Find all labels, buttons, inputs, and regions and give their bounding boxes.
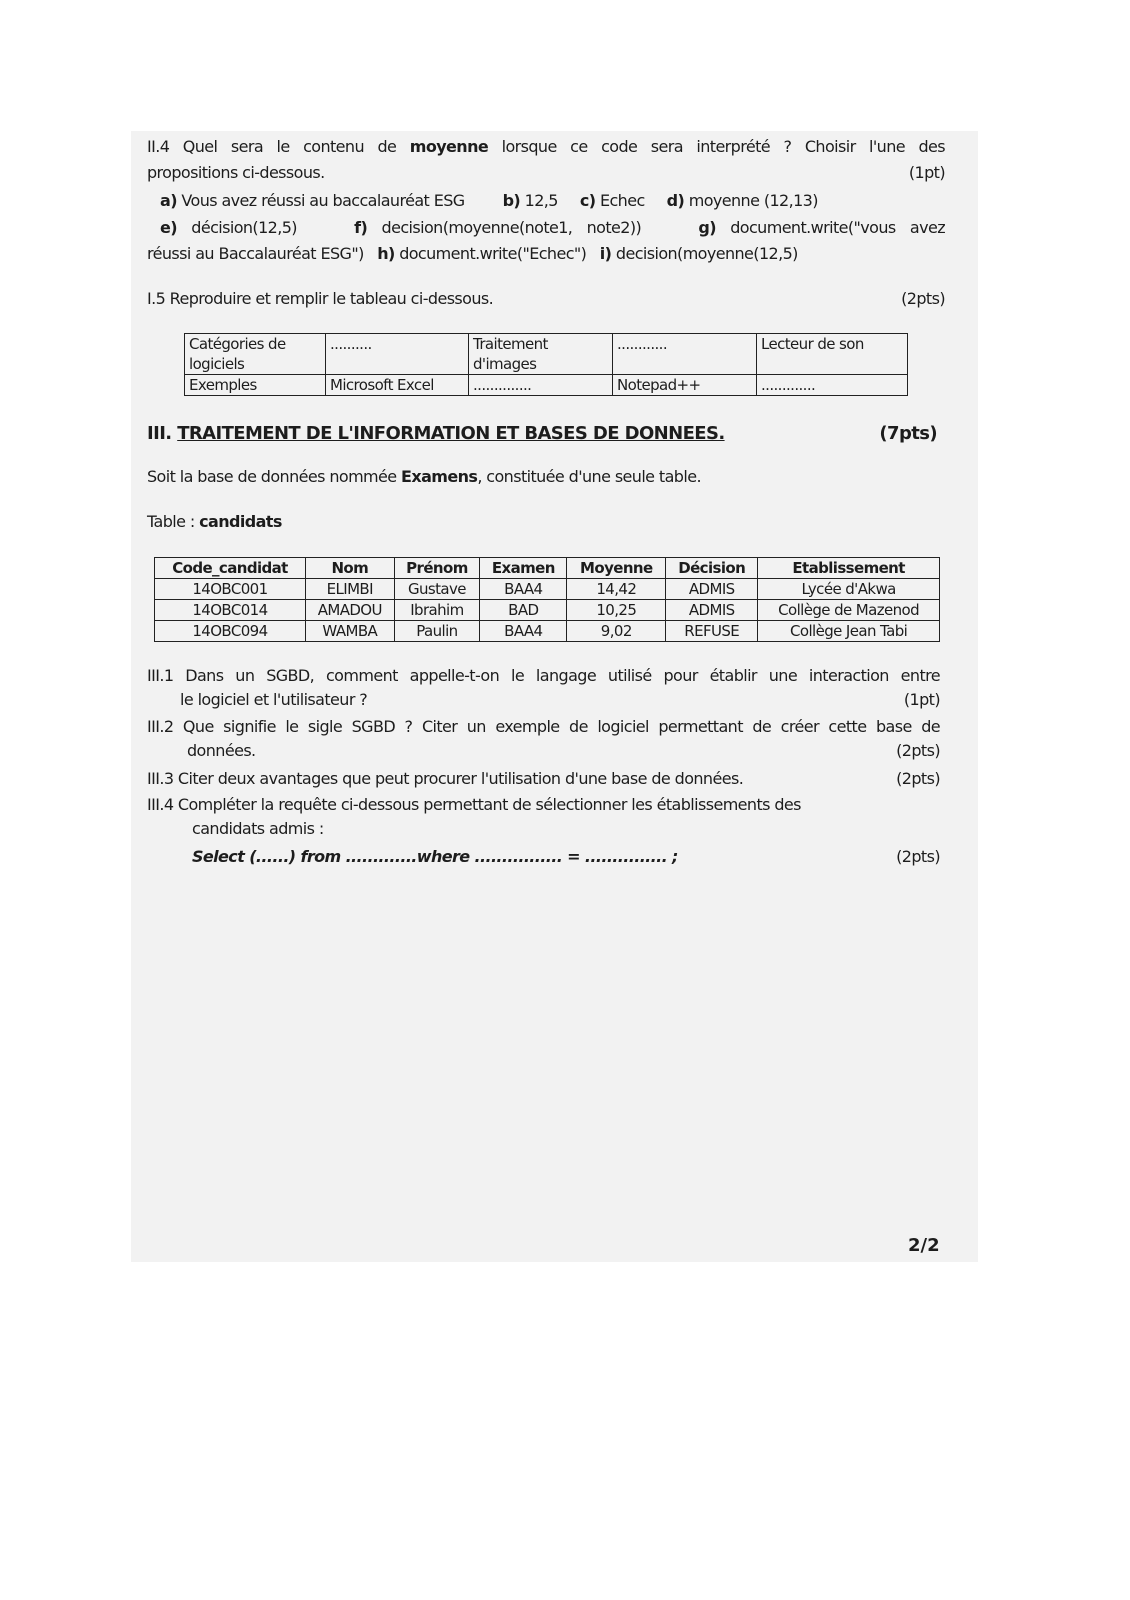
candidats-table bbox=[154, 557, 940, 642]
table-cell: Gustave bbox=[394, 579, 480, 600]
table-cell: .......... bbox=[326, 334, 469, 375]
table-cell: AMADOU bbox=[305, 600, 394, 621]
table-cell: Lycée d'Akwa bbox=[758, 579, 940, 600]
question-3-4-line1: III.4 Compléter la requête ci-dessous permettant de sélectionner les établissements des bbox=[147, 795, 801, 814]
table-cell: BAA4 bbox=[480, 579, 567, 600]
table-cell: ............. bbox=[757, 375, 908, 396]
options-line3: réussi au Baccalauréat ESG") h) document.write("Echec") i) decision(moyenne(12,5) bbox=[147, 244, 798, 263]
table-row bbox=[155, 621, 940, 642]
table-cell: Exemples bbox=[185, 375, 326, 396]
table-cell: Collège Jean Tabi bbox=[758, 621, 940, 642]
table-cell: 14OBC001 bbox=[155, 579, 306, 600]
table-row bbox=[185, 375, 908, 396]
column-header: Examen bbox=[480, 558, 567, 579]
column-header: Prénom bbox=[394, 558, 480, 579]
table-cell: 14OBC094 bbox=[155, 621, 306, 642]
table-cell: Lecteur de son bbox=[757, 334, 908, 375]
options-line1: a) Vous avez réussi au baccalauréat ESG b) 12,5 c) Echec d) moyenne (12,13) bbox=[160, 191, 818, 210]
question-3-4-line2: candidats admis : bbox=[192, 819, 324, 838]
table-cell: ............ bbox=[613, 334, 757, 375]
column-header: Décision bbox=[666, 558, 758, 579]
page-number: 2/2 bbox=[908, 1235, 940, 1256]
question-3-3: III.3 Citer deux avantages que peut procurer l'utilisation d'une base de données. (2pts) bbox=[147, 769, 940, 788]
table-row bbox=[155, 579, 940, 600]
column-header: Nom bbox=[305, 558, 394, 579]
table-cell: Collège de Mazenod bbox=[758, 600, 940, 621]
table-cell: ADMIS bbox=[666, 600, 758, 621]
question-3-2-line2: données. (2pts) bbox=[187, 741, 940, 760]
table-cell: Paulin bbox=[394, 621, 480, 642]
table-label: Table : candidats bbox=[147, 512, 282, 531]
question-3-1-line1: III.1 Dans un SGBD, comment appelle-t-on le langage utilisé pour établir une interaction entre bbox=[147, 666, 940, 685]
question-2-4-line2: propositions ci-dessous. (1pt) bbox=[147, 163, 945, 182]
table-row bbox=[155, 600, 940, 621]
question-1-5: I.5 Reproduire et remplir le tableau ci-dessous. (2pts) bbox=[147, 289, 945, 308]
points: (1pt) bbox=[908, 163, 945, 182]
table-cell: 14,42 bbox=[567, 579, 666, 600]
section-3-heading: III. TRAITEMENT DE L'INFORMATION ET BASES DE DONNEES. (7pts) bbox=[147, 423, 937, 444]
table-cell: 14OBC014 bbox=[155, 600, 306, 621]
column-header: Moyenne bbox=[567, 558, 666, 579]
software-categories-table bbox=[184, 333, 908, 396]
question-3-2-line1: III.2 Que signifie le sigle SGBD ? Citer un exemple de logiciel permettant de créer cette base de bbox=[147, 717, 940, 736]
sql-query: Select (......) from .............where ................ = ............... ; (2pts) bbox=[192, 847, 940, 866]
column-header: Etablissement bbox=[758, 558, 940, 579]
table-cell: BAA4 bbox=[480, 621, 567, 642]
table-cell: ELIMBI bbox=[305, 579, 394, 600]
column-header: Code_candidat bbox=[155, 558, 306, 579]
options-line2: e) décision(12,5) f) decision(moyenne(note1, note2)) g) document.write("vous avez bbox=[160, 218, 946, 237]
table-cell: Catégories de logiciels bbox=[185, 334, 326, 375]
table-cell: Notepad++ bbox=[613, 375, 757, 396]
table-cell: Ibrahim bbox=[394, 600, 480, 621]
table-cell: ADMIS bbox=[666, 579, 758, 600]
table-cell: WAMBA bbox=[305, 621, 394, 642]
table-cell: .............. bbox=[469, 375, 613, 396]
question-2-4-line1: II.4 Quel sera le contenu de moyenne lorsque ce code sera interprété ? Choisir l'une des bbox=[147, 137, 945, 156]
question-3-1-line2: le logiciel et l'utilisateur ? (1pt) bbox=[180, 690, 940, 709]
table-cell: 9,02 bbox=[567, 621, 666, 642]
table-header-row bbox=[155, 558, 940, 579]
table-cell: Microsoft Excel bbox=[326, 375, 469, 396]
database-intro: Soit la base de données nommée Examens, constituée d'une seule table. bbox=[147, 467, 701, 486]
table-cell: Traitement d'images bbox=[469, 334, 613, 375]
table-cell: REFUSE bbox=[666, 621, 758, 642]
table-cell: 10,25 bbox=[567, 600, 666, 621]
table-row bbox=[185, 334, 908, 375]
table-cell: BAD bbox=[480, 600, 567, 621]
